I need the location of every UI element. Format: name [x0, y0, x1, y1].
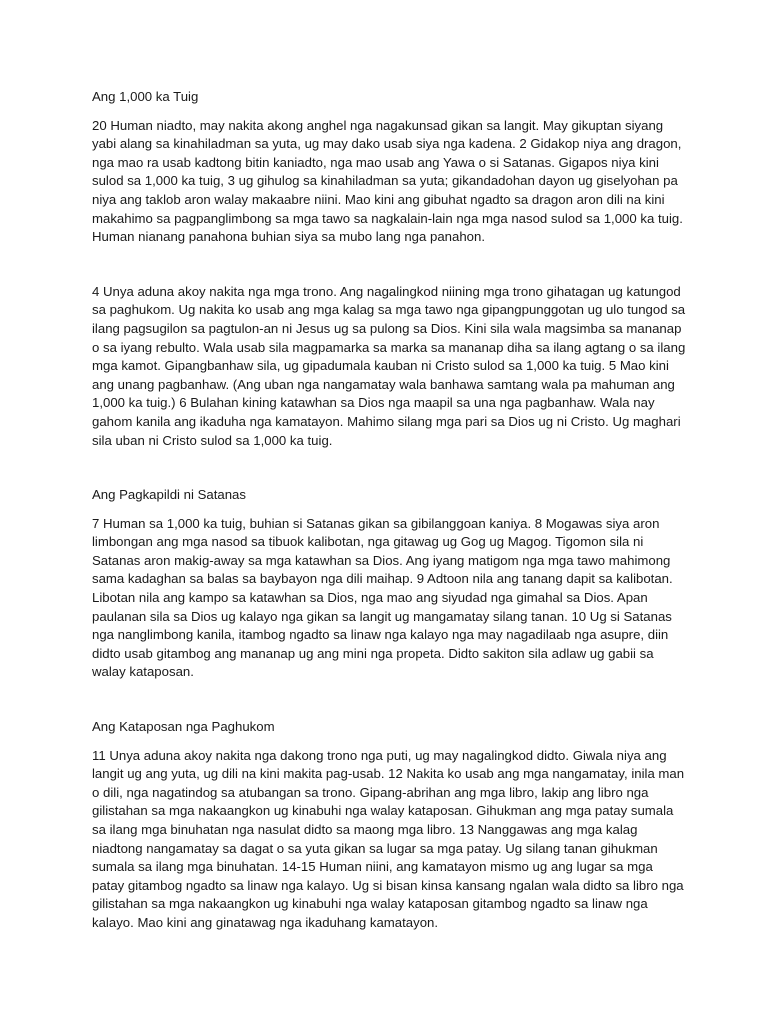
paragraph-rev-20-11: 11 Unya aduna akoy nakita nga dakong trono nga puti, ug may nagalingkod didto. Giwala niya ang langit ug ang yuta, ug dili na kini makita pag-usab. 12 Nakita ko usab ang mga nangamatay, inila man o dili, nga nagatindog sa atubangan sa trono. Gipang-abrihan ang mga libro, lakip ang libro nga gilistahan sa mga nakaangkon ug kinabuhi nga walay kataposan. Gihukman ang mga patay sumala sa ilang mga binuhatan nga nasulat didto sa maong mga libro. 13 Nanggawas ang mga kalag niadtong nangamatay sa dagat o sa yuta gikan sa lugar sa mga patay. Ug silang tanan gihukman sumala sa ilang mga binuhatan. 14-15 Human niini, ang kamatayon mismo ug ang lugar sa mga patay gitambog ngadto sa linaw nga kalayo. Ug si bisan kinsa kansang ngalan wala didto sa libro nga gilistahan sa mga nakaangkon ug kinabuhi nga walay kataposan gitambog ngadto sa linaw nga kalayo. Mao kini ang ginatawag nga ikaduhang kamatayon. — [92, 747, 685, 930]
section-title-satan-defeat: Ang Pagkapildi ni Satanas — [92, 487, 246, 503]
paragraph-rev-20-7: 7 Human sa 1,000 ka tuig, buhian si Satanas gikan sa gibilanggoan kaniya. 8 Mogawas siya aron limbongan ang mga nasod sa tibuok kalibotan, nga gitawag ug Gog ug Magog. Tigomon sila ni Satanas aron makig-away sa mga katawhan sa Dios. Ang iyang matigom nga mga tawo mahimong sama kadaghan sa balas sa baybayon nga dili maihap. 9 Adtoon nila ang tanang dapit sa kalibotan. Libotan nila ang kampo sa katawhan sa Dios, nga mao ang siyudad nga gimahal sa Dios. Apan paulanan sila sa Dios ug kalayo nga gikan sa langit ug mangamatay silang tanan. 10 Ug si Satanas nga nanglimbong kanila, itambog ngadto sa linaw nga kalayo nga may nagadilaab nga asupre, diin didto usab gitambog ang mananap ug ang mini nga propeta. Didto sakiton sila adlaw ug gabii sa walay kataposan. — [92, 515, 673, 680]
paragraph-gap — [92, 450, 688, 486]
paragraph-gap — [92, 682, 688, 718]
paragraph-gap — [92, 247, 688, 283]
paragraph-rev-20-1: 20 Human niadto, may nakita akong anghel nga nagakunsad gikan sa langit. May gikuptan siyang yabi alang sa kinahiladman sa yuta, ug may dako usab siya nga kadena. 2 Gidakop niya ang dragon, nga mao ra usab kadtong bitin kaniadto, nga mao usab ang Yawa o si Satanas. Gigapos niya kini sulod sa 1,000 ka tuig, 3 ug gihulog sa kinahiladman sa yuta; gikandadohan dayon ug giselyohan pa niya ang taklob aron walay makaabre niini. Mao kini ang gibuhat ngadto sa dragon aron dili na kini makahimo sa pagpanglimbong sa mga tawo sa nagkalain-lain nga mga nasod sulod sa 1,000 ka tuig. Human nianang panahona buhian siya sa mubo lang nga panahon. — [92, 117, 683, 245]
section-title-1000-years: Ang 1,000 ka Tuig — [92, 89, 199, 104]
paragraph-rev-20-4: 4 Unya aduna akoy nakita nga mga trono. Ang nagalingkod niining mga trono gihatagan ug katungod sa paghukom. Ug nakita ko usab ang mga kalag sa mga tawo nga gipangpunggotan ug ulo tungod sa ilang pagsugilon sa pagtulon-an ni Jesus ug sa pulong sa Dios. Kini sila wala magsimba sa mananap o sa iyang rebulto. Wala usab sila magpamarka sa marka sa mananap diha sa ilang agtang o sa ilang mga kamot. Gipangbanhaw sila, ug gipadumala kauban ni Cristo sulod sa 1,000 ka tuig. 5 Mao kini ang unang pagbanhaw. (Ang uban nga nangamatay wala banhawa samtang wala pa mahuman ang 1,000 ka tuig.) 6 Bulahan kining katawhan sa Dios nga maapil sa una nga pagbanhaw. Wala nay gahom kanila ang ikaduha nga kamatayon. Mahimo silang mga pari sa Dios ug ni Cristo. Ug maghari sila uban ni Cristo sulod sa 1,000 ka tuig. — [92, 283, 686, 448]
section-title-final-judgment: Ang Kataposan nga Paghukom — [92, 719, 275, 735]
document-body — [92, 88, 688, 933]
